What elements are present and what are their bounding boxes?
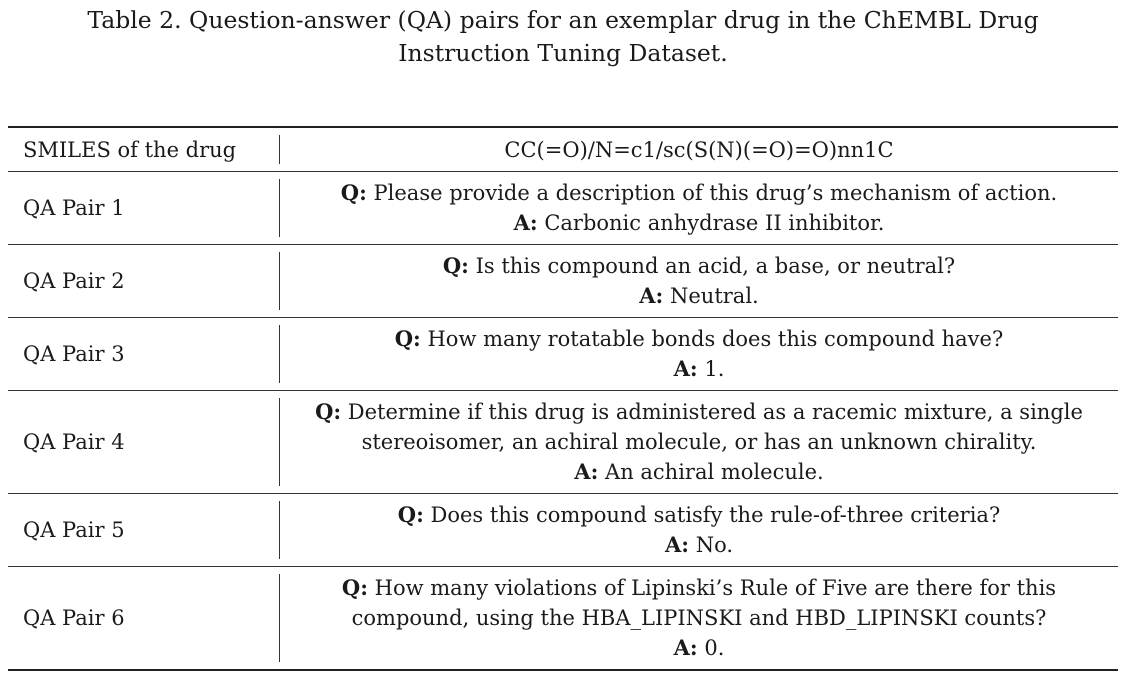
answer-text: 1. xyxy=(704,357,725,381)
qa-pair-label: QA Pair 4 xyxy=(8,391,280,494)
question-line xyxy=(288,500,1110,530)
qa-pair-content xyxy=(280,172,1118,245)
question-line-continued: compound, using the HBA_LIPINSKI and HBD_LIPINSKI counts? xyxy=(351,606,1047,630)
answer-prefix: A: xyxy=(673,635,698,660)
question-prefix: Q: xyxy=(315,399,342,424)
qa-pair-row xyxy=(8,172,1118,245)
qa-pair-row xyxy=(8,391,1118,494)
answer-text: Carbonic anhydrase II inhibitor. xyxy=(544,211,885,235)
answer-line xyxy=(288,208,1110,238)
qa-pair-content xyxy=(280,567,1118,671)
question-line xyxy=(288,573,1110,603)
smiles-value: CC(=O)/N=c1/sc(S(N)(=O)=O)nn1C xyxy=(280,127,1118,172)
answer-text: No. xyxy=(695,533,734,557)
qa-table xyxy=(8,126,1118,671)
question-line xyxy=(288,397,1110,427)
answer-prefix: A: xyxy=(513,210,538,235)
answer-prefix: A: xyxy=(664,532,690,557)
question-line xyxy=(288,251,1110,281)
qa-pair-row xyxy=(8,245,1118,318)
qa-pair-label: QA Pair 2 xyxy=(8,245,280,318)
answer-text: 0. xyxy=(704,636,725,660)
answer-line xyxy=(288,354,1110,384)
qa-pair-label: QA Pair 1 xyxy=(8,172,280,245)
answer-line xyxy=(288,457,1110,487)
answer-prefix: A: xyxy=(673,356,698,381)
question-line-continued: stereoisomer, an achiral molecule, or has an unknown chirality. xyxy=(361,430,1037,454)
answer-line xyxy=(288,530,1110,560)
qa-pair-label: QA Pair 3 xyxy=(8,318,280,391)
answer-text: An achiral molecule. xyxy=(605,460,824,484)
question-line xyxy=(288,178,1110,208)
question-text: Determine if this drug is administered as a racemic mixture, a single xyxy=(347,400,1083,424)
qa-pair-content xyxy=(280,494,1118,567)
qa-pair-content xyxy=(280,391,1118,494)
answer-line xyxy=(288,633,1110,663)
answer-text: Neutral. xyxy=(670,284,759,308)
caption-line-2: Instruction Tuning Dataset. xyxy=(398,39,728,67)
answer-line xyxy=(288,281,1110,311)
question-text: Is this compound an acid, a base, or neutral? xyxy=(475,254,956,278)
qa-pair-row xyxy=(8,567,1118,671)
question-text: Does this compound satisfy the rule-of-three criteria? xyxy=(430,503,1001,527)
qa-pair-row xyxy=(8,494,1118,567)
caption-line-1: Table 2. Question-answer (QA) pairs for an exemplar drug in the ChEMBL Drug xyxy=(87,6,1039,34)
qa-pair-content xyxy=(280,318,1118,391)
table-caption xyxy=(40,4,1086,70)
question-prefix: Q: xyxy=(340,180,367,205)
question-line xyxy=(288,324,1110,354)
qa-pair-label: QA Pair 6 xyxy=(8,567,280,671)
smiles-row xyxy=(8,127,1118,172)
smiles-label: SMILES of the drug xyxy=(8,127,280,172)
question-prefix: Q: xyxy=(341,575,368,600)
question-text: How many violations of Lipinski’s Rule of Five are there for this xyxy=(374,576,1057,600)
question-prefix: Q: xyxy=(394,326,421,351)
answer-prefix: A: xyxy=(639,283,664,308)
answer-prefix: A: xyxy=(574,459,599,484)
question-prefix: Q: xyxy=(442,253,469,278)
qa-pair-label: QA Pair 5 xyxy=(8,494,280,567)
question-text: How many rotatable bonds does this compound have? xyxy=(427,327,1004,351)
qa-pair-row xyxy=(8,318,1118,391)
question-text: Please provide a description of this drug’s mechanism of action. xyxy=(373,181,1058,205)
question-prefix: Q: xyxy=(397,502,424,527)
qa-pair-content xyxy=(280,245,1118,318)
